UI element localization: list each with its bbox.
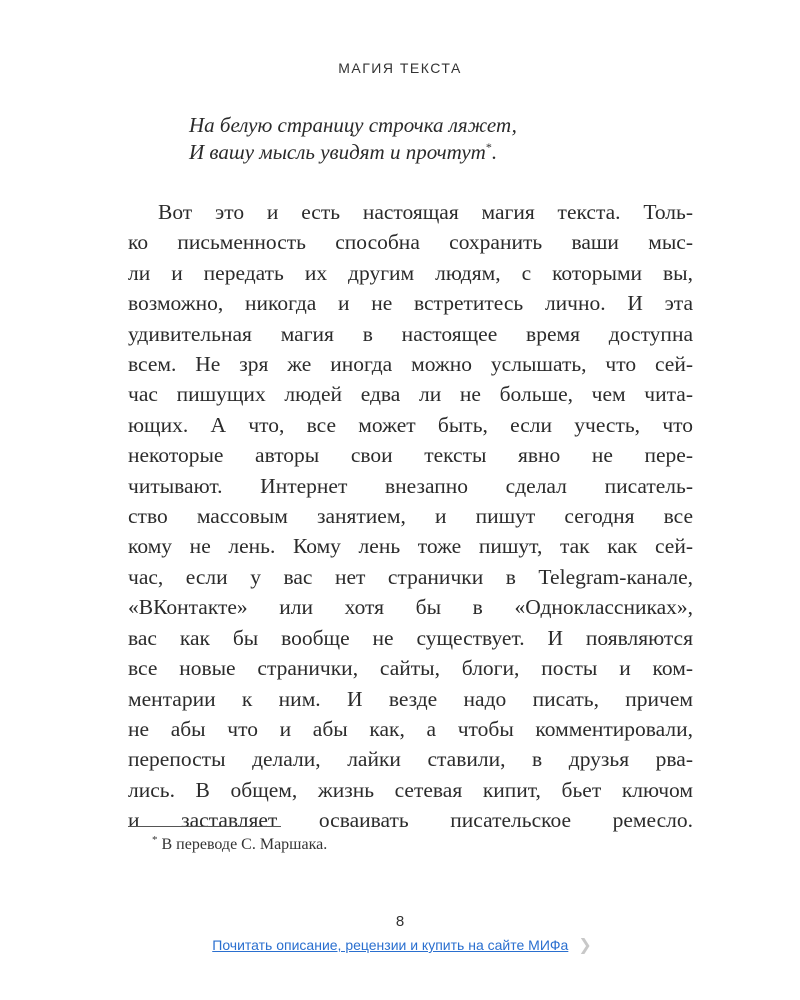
text-line: Вот это и есть настоящая магия текста. Толь- bbox=[158, 200, 693, 224]
text-line: лись. В общем, жизнь сетевая кипит, бьет ключом bbox=[128, 777, 693, 802]
epigraph-line-2-text: И вашу мысль увидят и прочтут bbox=[189, 140, 486, 164]
text-line: час пишущих людей едва ли не больше, чем чита- bbox=[128, 382, 693, 407]
text-line: некоторые авторы свои тексты явно не пере- bbox=[128, 443, 693, 468]
text-line: «ВКонтакте» или хотя бы в «Одноклассниках», bbox=[128, 595, 693, 620]
buy-on-mif-link[interactable] bbox=[182, 934, 622, 956]
text-line: читывают. Интернет внезапно сделал писатель- bbox=[128, 473, 693, 498]
text-line: возможно, никогда и не встретитесь лично. И эта bbox=[128, 291, 693, 316]
footnote-divider bbox=[128, 826, 281, 827]
epigraph-footnote-mark: * bbox=[485, 140, 492, 154]
epigraph-line-2 bbox=[189, 139, 709, 166]
text-line: ли и передать их другим людям, с которыми вы, bbox=[128, 260, 693, 285]
epigraph-line-2-end: . bbox=[491, 140, 498, 164]
buy-on-mif-link-text[interactable]: Почитать описание, рецензии и купить на сайте МИФа bbox=[212, 937, 569, 953]
text-line: перепосты делали, лайки ставили, в друзья рва- bbox=[128, 747, 693, 772]
running-title: МАГИЯ ТЕКСТА bbox=[338, 60, 462, 76]
text-line: и заставляет осваивать писательское ремесло. bbox=[128, 808, 693, 833]
text-line: ментарии к ним. И везде надо писать, причем bbox=[128, 686, 693, 711]
page-number: 8 bbox=[395, 913, 405, 930]
text-line: вас как бы вообще не существует. И появляются bbox=[128, 625, 693, 650]
text-line: час, если у вас нет странички в Telegram-канале, bbox=[128, 564, 693, 589]
text-line: ство массовым занятием, и пишут сегодня все bbox=[128, 504, 693, 529]
text-line: кому не лень. Кому лень тоже пишут, так как сей- bbox=[128, 534, 693, 559]
text-line: ко письменность способна сохранить ваши мыс- bbox=[128, 230, 693, 255]
chevron-right-icon: ❯ bbox=[578, 937, 592, 954]
body-paragraph bbox=[128, 197, 693, 836]
text-line: все новые странички, сайты, блоги, посты и ком- bbox=[128, 656, 693, 681]
text-line: не абы что и абы как, а чтобы комментировали, bbox=[128, 716, 693, 741]
text-line: всем. Не зря же иногда можно услышать, что сей- bbox=[128, 352, 693, 377]
footnote-text: В переводе С. Маршака. bbox=[161, 836, 328, 853]
footnote bbox=[152, 833, 328, 854]
epigraph-line-1: На белую страницу строчка ляжет, bbox=[189, 113, 517, 137]
epigraph bbox=[189, 112, 709, 166]
text-line: удивительная магия в настоящее время доступна bbox=[128, 321, 693, 346]
text-line: ющих. А что, все может быть, если учесть, что bbox=[128, 412, 693, 437]
footnote-mark: * bbox=[152, 833, 158, 846]
